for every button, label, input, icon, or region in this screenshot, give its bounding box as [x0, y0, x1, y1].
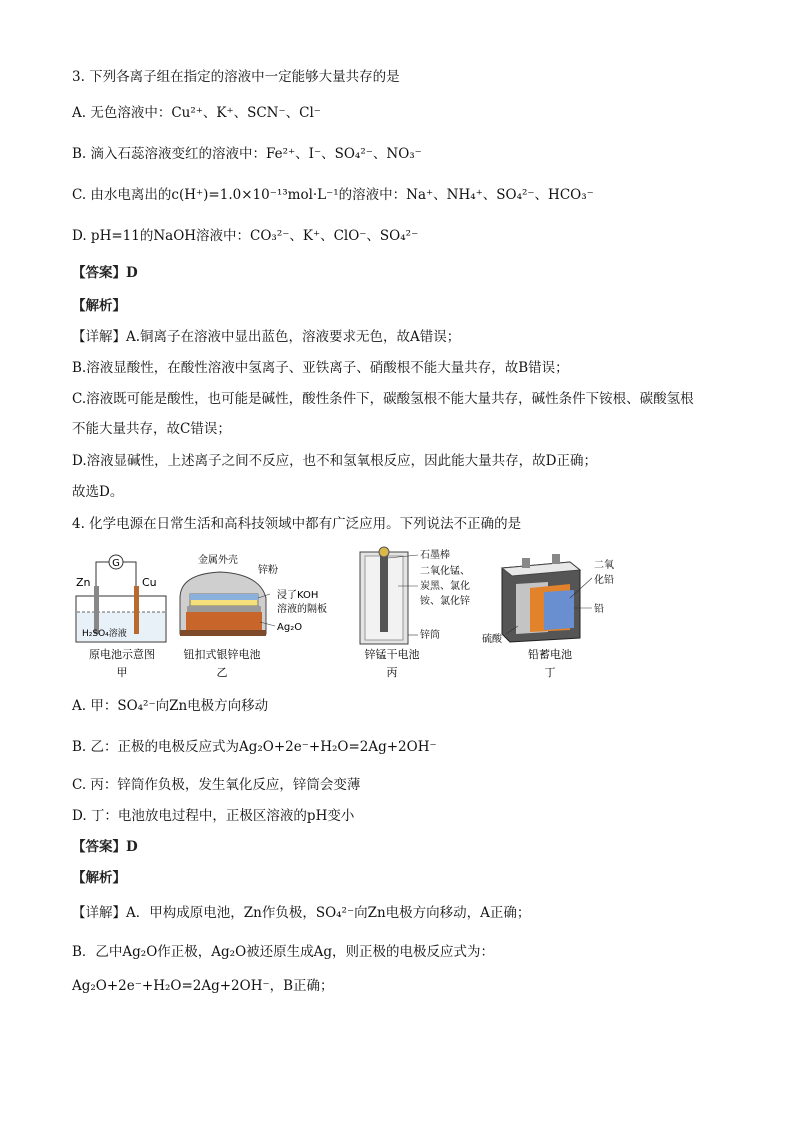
zn-label: Zn	[76, 576, 91, 589]
q3-option-a: A. 无色溶液中：Cu²⁺、K⁺、SCN⁻、Cl⁻	[72, 105, 321, 121]
solution-label: H₂SO₄溶液	[82, 629, 127, 639]
jia-caption: 原电池示意图	[89, 648, 155, 661]
yi-tag: 乙	[216, 666, 228, 679]
q3-analysis-line: D.溶液显碱性，上述离子之间不反应，也不和氢氧根反应，因此能大量共存，故D正确；	[72, 453, 597, 469]
koh-separator-label: 浸了KOH	[277, 590, 319, 601]
graphite-rod-label: 石墨棒	[420, 550, 450, 561]
pbo2-label-2: 化铅	[594, 575, 614, 586]
q4-analysis-line: B．乙中Ag₂O作正极，Ag₂O被还原生成Ag，则正极的电极反应式为：	[72, 944, 495, 960]
q3-analysis-label: 【解析】	[72, 298, 126, 314]
jia-tag: 甲	[116, 666, 128, 679]
q4-option-d: D. 丁：电池放电过程中，正极区溶液的pH变小	[72, 808, 355, 824]
bing-caption: 锌锰干电池	[364, 648, 420, 661]
q4-option-a: A. 甲：SO₄²⁻向Zn电极方向移动	[72, 698, 269, 714]
q4-option-b: B. 乙：正极的电极反应式为Ag₂O+2e⁻+H₂O=2Ag+2OH⁻	[72, 739, 437, 755]
battery-figure	[70, 546, 730, 686]
q3-analysis-line: 不能大量共存，故C错误；	[72, 421, 231, 437]
ding-tag: 丁	[544, 666, 556, 679]
mixture-label-2: 炭黑、氯化	[420, 581, 470, 592]
q4-analysis-line: Ag₂O+2e⁻+H₂O=2Ag+2OH⁻，B正确；	[72, 978, 334, 994]
q3-stem: 3. 下列各离子组在指定的溶液中一定能够大量共存的是	[72, 69, 400, 85]
button-cell-diagram	[180, 553, 327, 679]
cu-label: Cu	[142, 576, 157, 589]
q4-analysis-line: 【详解】A．甲构成原电池，Zn作负极，SO₄²⁻向Zn电极方向移动，A正确；	[72, 905, 531, 921]
zinc-can-label: 锌筒	[420, 630, 440, 641]
q3-analysis-line: 【详解】A.铜离子在溶液中显出蓝色，溶液要求无色，故A错误；	[72, 329, 461, 345]
q3-option-d: D. pH=11的NaOH溶液中：CO₃²⁻、K⁺、ClO⁻、SO₄²⁻	[72, 228, 419, 244]
bing-tag: 丙	[386, 666, 398, 679]
yi-caption: 钮扣式银锌电池	[183, 648, 261, 661]
lead-label: 铅	[594, 604, 604, 615]
zinc-powder-label: 锌粉	[258, 565, 278, 576]
mixture-label-1: 二氧化锰、	[420, 566, 470, 577]
q3-option-b: B. 滴入石蕊溶液变红的溶液中：Fe²⁺、I⁻、SO₄²⁻、NO₃⁻	[72, 146, 422, 162]
pbo2-label-1: 二氧	[594, 560, 614, 571]
q3-answer: 【答案】D	[72, 265, 138, 281]
q3-analysis-line: B.溶液显酸性，在酸性溶液中氢离子、亚铁离子、硝酸根不能大量共存，故B错误；	[72, 360, 569, 376]
q4-answer: 【答案】D	[72, 839, 138, 855]
koh-separator-label-2: 溶液的隔板	[277, 604, 327, 615]
q4-analysis-label: 【解析】	[72, 870, 126, 886]
q3-analysis-line: 故选D。	[72, 484, 124, 500]
q3-analysis-line: C.溶液既可能是酸性，也可能是碱性，酸性条件下，碳酸氢根不能大量共存，碱性条件下铵根、碳酸氢根	[72, 391, 694, 407]
galvanic-cell-diagram	[76, 555, 166, 679]
sulfuric-acid-label: 硫酸	[482, 634, 502, 645]
shell-label: 金属外壳	[198, 555, 238, 566]
q4-option-c: C. 丙：锌筒作负极，发生氧化反应，锌筒会变薄	[72, 777, 361, 793]
ag2o-label: Ag₂O	[277, 622, 303, 633]
lead-acid-battery-diagram	[482, 554, 614, 679]
dry-cell-diagram	[360, 547, 470, 679]
q3-option-c: C. 由水电离出的c(H⁺)=1.0×10⁻¹³mol·L⁻¹的溶液中：Na⁺、NH₄⁺、SO₄²⁻、HCO₃⁻	[72, 187, 594, 203]
ding-caption: 铅蓄电池	[528, 648, 572, 661]
q4-stem: 4. 化学电源在日常生活和高科技领域中都有广泛应用。下列说法不正确的是	[72, 516, 522, 532]
galvanometer-label: G	[112, 558, 120, 569]
mixture-label-3: 铵、氯化锌	[420, 596, 470, 607]
